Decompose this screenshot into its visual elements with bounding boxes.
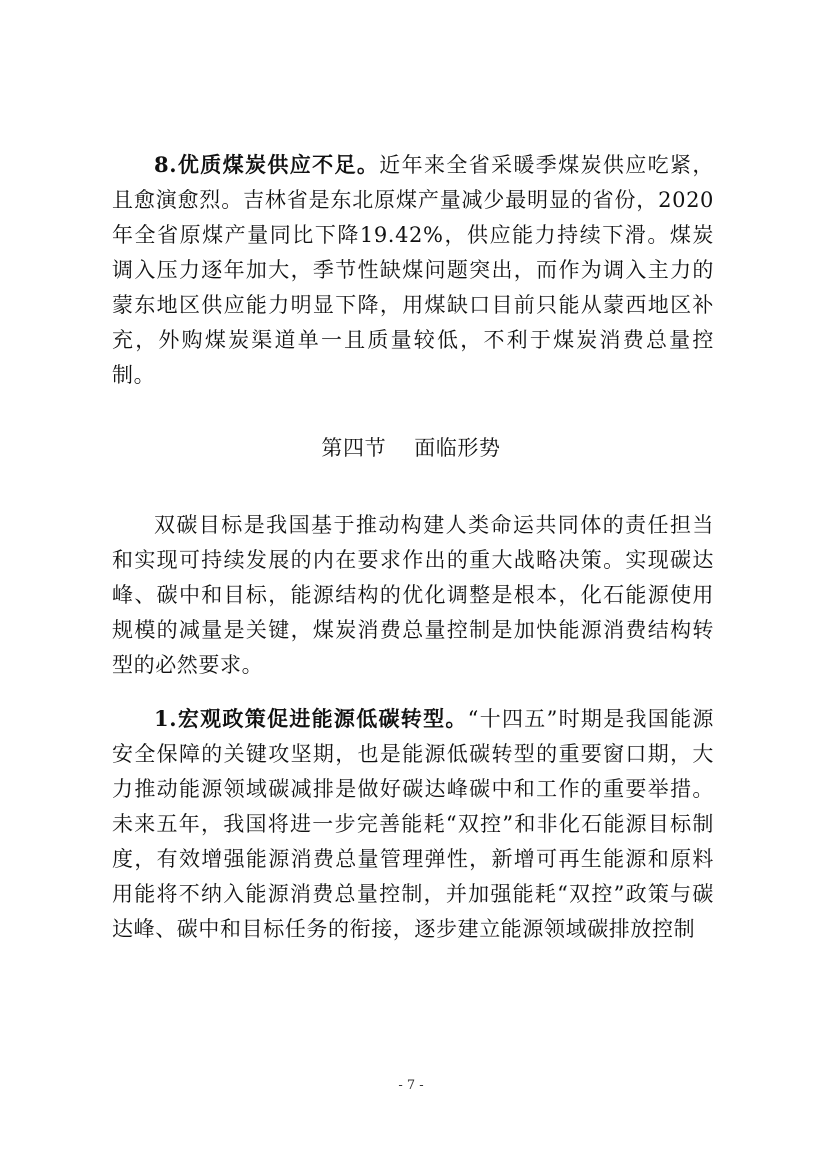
section-number: 第四节 bbox=[321, 436, 387, 460]
paragraph-body: “十四五”时期是我国能源安全保障的关键攻坚期，也是能源低碳转型的重要窗口期，大力推动能源领域碳减排是做好碳达峰碳中和工作的重要举措。未来五年，我国将进一步完善能耗“双控”和非化石能源目标制度，有效增强能源消费总量管理弹性，新增可再生能源和原料用能将不纳入能源消费总量控制，并加强能耗“双控”政策与碳达峰、碳中和目标任务的衔接，逐步建立能源领域碳排放控制 bbox=[112, 707, 715, 941]
section-heading bbox=[0, 431, 822, 466]
paragraph-lead: 8.优质煤炭供应不足。 bbox=[154, 152, 380, 177]
section-title: 面临形势 bbox=[414, 436, 501, 460]
paragraph-intro bbox=[112, 508, 714, 683]
paragraph-coal-supply bbox=[112, 147, 714, 393]
paragraph-body: 近年来全省采暖季煤炭供应吃紧，且愈演愈烈。吉林省是东北原煤产量减少最明显的省份，2020年全省原煤产量同比下降19.42%，供应能力持续下滑。煤炭调入压力逐年加大，季节性缺煤问题突出，而作为调入主力的蒙东地区供应能力明显下降，用煤缺口目前只能从蒙西地区补充，外购煤炭渠道单一且质量较低，不利于煤炭消费总量控制。 bbox=[112, 153, 714, 387]
page-number: - 7 - bbox=[398, 1078, 424, 1093]
paragraph-body: 双碳目标是我国基于推动构建人类命运共同体的责任担当和实现可持续发展的内在要求作出的重大战略决策。实现碳达峰、碳中和目标，能源结构的优化调整是根本，化石能源使用规模的减量是关键，煤炭消费总量控制是加快能源消费结构转型的必然要求。 bbox=[112, 513, 714, 677]
paragraph-lead: 1.宏观政策促进能源低碳转型。 bbox=[154, 706, 468, 731]
paragraph-macro-policy bbox=[112, 701, 714, 947]
